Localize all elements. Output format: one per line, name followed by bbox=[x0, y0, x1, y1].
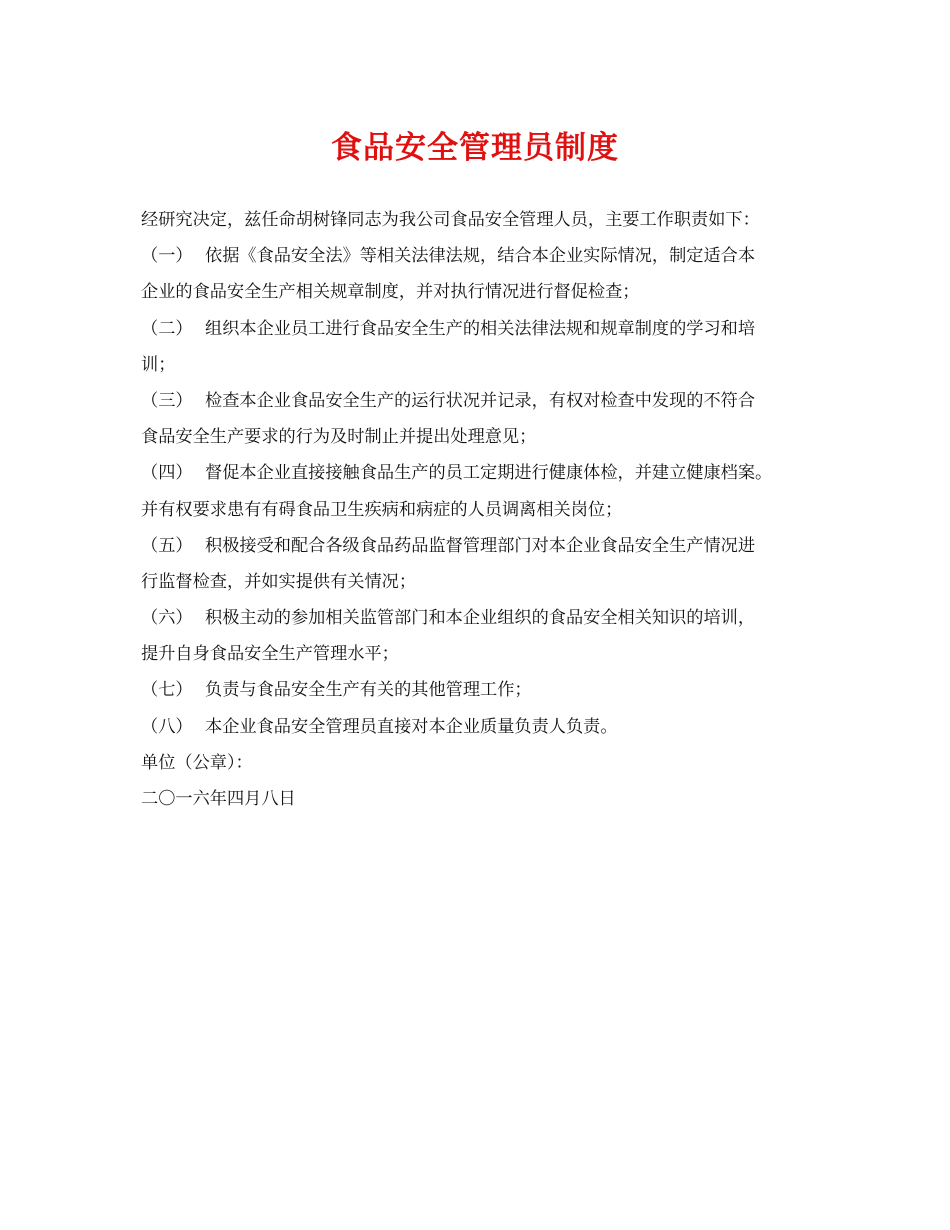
item-5-text: 积极接受和配合各级食品药品监督管理部门对本企业食品安全生产情况进 bbox=[205, 535, 756, 556]
item-6-label: （六） bbox=[141, 608, 193, 629]
item-6-text: 积极主动的参加相关监管部门和本企业组织的食品安全相关知识的培训， bbox=[205, 608, 756, 629]
item-7-label: （七） bbox=[141, 680, 193, 701]
item-5-label: （五） bbox=[141, 535, 193, 556]
item-6-line-1 bbox=[141, 600, 841, 636]
item-3-label: （三） bbox=[141, 390, 193, 411]
item-1-line-2: 企业的食品安全生产相关规章制度，并对执行情况进行督促检查； bbox=[141, 282, 640, 303]
document-body bbox=[141, 202, 841, 817]
intro-paragraph: 经研究决定，兹任命胡树锋同志为我公司食品安全管理人员，主要工作职责如下： bbox=[141, 210, 760, 230]
item-3-line-2: 食品安全生产要求的行为及时制止并提出处理意见； bbox=[141, 427, 537, 448]
document-title: 食品安全管理员制度 bbox=[331, 130, 619, 166]
item-7-text: 负责与食品安全生产有关的其他管理工作； bbox=[205, 680, 532, 701]
item-5-line-2: 行监督检查，并如实提供有关情况； bbox=[141, 571, 417, 592]
item-8-label: （八） bbox=[141, 716, 193, 737]
unit-seal-line: 单位（公章）： bbox=[141, 752, 253, 773]
document-date: 二〇一六年四月八日 bbox=[141, 789, 296, 809]
item-1-label: （一） bbox=[141, 246, 193, 267]
item-1-line-1 bbox=[141, 238, 841, 274]
item-2-text: 组织本企业员工进行食品安全生产的相关法律法规和规章制度的学习和培 bbox=[205, 318, 756, 339]
item-4-label: （四） bbox=[141, 463, 193, 484]
item-4-line-2: 并有权要求患有有碍食品卫生疾病和病症的人员调离相关岗位； bbox=[141, 499, 623, 520]
item-4-text: 督促本企业直接接触食品生产的员工定期进行健康体检，并建立健康档案。 bbox=[205, 463, 773, 484]
item-3-text: 检查本企业食品安全生产的运行状况并记录，有权对检查中发现的不符合 bbox=[205, 390, 756, 411]
item-2-line-1 bbox=[141, 311, 841, 347]
item-1-text: 依据《食品安全法》等相关法律法规，结合本企业实际情况，制定适合本 bbox=[205, 246, 756, 267]
item-8-line-1 bbox=[141, 709, 841, 745]
item-7-line-1 bbox=[141, 672, 841, 708]
item-5-line-1 bbox=[141, 528, 841, 564]
item-6-line-2: 提升自身食品安全生产管理水平； bbox=[141, 644, 399, 665]
item-3-line-1 bbox=[141, 383, 841, 419]
item-8-text: 本企业食品安全管理员直接对本企业质量负责人负责。 bbox=[205, 716, 618, 737]
item-2-line-2: 训； bbox=[141, 354, 176, 375]
item-2-label: （二） bbox=[141, 318, 193, 339]
item-4-line-1 bbox=[141, 455, 841, 491]
